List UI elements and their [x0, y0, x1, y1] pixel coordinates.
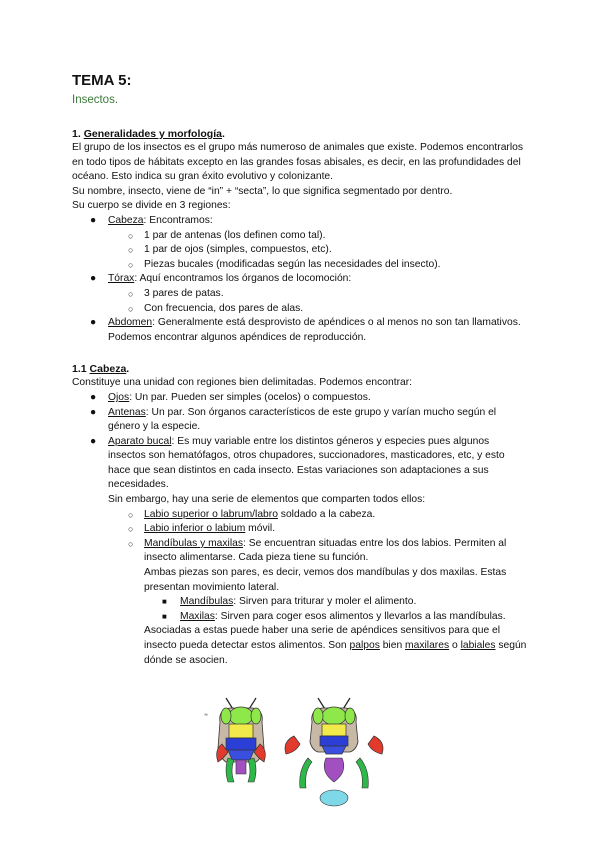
circle-bullet-icon: ○	[128, 288, 134, 299]
square-bullet-icon: ■	[162, 597, 167, 607]
hypopharynx	[320, 790, 348, 806]
section-1-1-title: Cabeza	[89, 363, 127, 376]
insect-head-mouthparts-figure	[200, 692, 400, 822]
list-item-text: 3 pares de patas.	[144, 287, 224, 299]
text-o: o	[449, 640, 461, 651]
section-1-paragraph-2: Su nombre, insecto, viene de “in” + “secta”, lo que significa segmentado por dentro.	[72, 185, 453, 197]
circle-bullet-icon: ○	[128, 245, 134, 256]
list-item-mandibulas-maxilas	[72, 537, 528, 566]
eye-left	[313, 708, 323, 724]
frons	[322, 724, 346, 736]
mand-max-list	[72, 595, 528, 624]
list-item-labio-inferior	[72, 522, 528, 537]
text-labio-inferior: móvil.	[245, 523, 276, 535]
regions-list	[72, 214, 528, 345]
term-labio-inferior: Labio inferior o labium	[144, 523, 246, 535]
maxilla-right-detached	[356, 758, 368, 788]
labrum	[322, 746, 346, 754]
text-cabeza: : Encontramos:	[143, 214, 213, 226]
term-maxilas: Maxilas	[180, 610, 215, 622]
bullet-icon: ●	[90, 214, 97, 226]
text-aparato-bucal: : Es muy variable entre los distintos géneros y especies pues algunos insectos son hematófagos, otros chupadores, succionadores, masticadores, etc, y esto hace que sean distintos en cada insecto. Estas variaciones son adaptaciones a sus necesidades.	[108, 435, 505, 491]
text-bien: bien	[379, 640, 406, 651]
vertex-region	[322, 707, 346, 725]
exploded-mouthparts-illustration	[285, 698, 383, 806]
term-abdomen: Abdomen	[108, 317, 153, 329]
term-mandibulas: Mandíbulas	[180, 596, 234, 608]
list-item-abdomen	[72, 316, 528, 345]
bullet-icon: ●	[90, 435, 97, 447]
term-antenas: Antenas	[108, 406, 146, 418]
section-1-1-dot: .	[126, 363, 130, 376]
asociadas-text-a: Asociadas a estas puede haber una serie de apéndices sensitivos para que el insecto pueda detectar estos alimentos. Son	[144, 625, 501, 651]
list-item-text: 1 par de ojos (simples, compuestos, etc).	[144, 244, 332, 256]
term-labiales: labiales	[460, 640, 496, 651]
term-cabeza: Cabeza	[108, 214, 144, 226]
section-1-1-number: 1.1	[72, 363, 90, 376]
section-1-1-heading	[72, 362, 528, 376]
mouthparts-list	[72, 508, 528, 566]
section-1-paragraph-1: El grupo de los insectos es el grupo más numeroso de animales que existe. Podemos encontrarlos en todo tipos de hábitats excepto en las grandes fosas abisales, es decir, en las profundidades del océano. Esto indica su gran éxito evolutivo y colonizante.	[72, 142, 524, 183]
circle-bullet-icon: ○	[128, 303, 134, 314]
list-item-aparato-bucal	[72, 435, 528, 493]
page-title: TEMA 5:	[72, 72, 132, 89]
term-maxilares: maxilares	[405, 640, 450, 651]
text-maxilas: : Sirven para coger esos alimentos y llevarlos a las mandíbulas.	[214, 610, 506, 622]
maxilla-right	[248, 758, 256, 782]
section-1-title: Generalidades y morfología	[83, 128, 222, 140]
section-1-paragraph-3: Su cuerpo se divide en 3 regiones:	[72, 200, 231, 212]
text-labio-superior: soldado a la cabeza.	[277, 508, 376, 520]
section-1-number: 1.	[72, 128, 84, 140]
eye-left	[221, 708, 231, 724]
list-item-text: Con frecuencia, dos pares de alas.	[144, 302, 304, 314]
list-item-text: Piezas bucales (modificadas según las necesidades del insecto).	[144, 258, 441, 270]
bullet-icon: ●	[90, 273, 97, 285]
eye-right	[251, 708, 261, 724]
labium	[236, 760, 246, 774]
clypeus	[226, 738, 256, 750]
list-item-ojos	[72, 391, 528, 406]
circle-bullet-icon: ○	[128, 509, 134, 520]
term-aparato-bucal: Aparato bucal	[108, 435, 172, 447]
list-item-cabeza	[72, 214, 528, 229]
ambas-paragraph: Ambas piezas son pares, es decir, vemos dos mandíbulas y dos maxilas. Estas presentan movimiento lateral.	[144, 567, 507, 593]
list-item	[72, 302, 528, 317]
bullet-icon: ●	[90, 317, 97, 329]
text-mandibulas: : Sirven para triturar y moler el alimento.	[233, 596, 417, 608]
square-bullet-icon: ■	[162, 611, 167, 621]
section-1-dot: .	[221, 128, 225, 140]
asociadas-paragraph	[72, 624, 528, 668]
figure-label-mark: ≈	[204, 712, 209, 718]
text-antenas: : Un par. Son órganos característicos de este grupo y varían mucho según el género y la especie.	[108, 406, 497, 433]
head-parts-list	[72, 391, 528, 493]
list-item	[72, 243, 528, 258]
list-item-mandibulas	[72, 595, 528, 610]
labrum	[228, 750, 254, 760]
list-item-antenas	[72, 406, 528, 435]
term-torax: Tórax	[108, 273, 135, 285]
bullet-icon: ●	[90, 406, 97, 418]
list-item-text: 1 par de antenas (los definen como tal).	[144, 229, 326, 241]
section-1-heading	[72, 127, 528, 141]
page-subtitle: Insectos.	[72, 94, 119, 106]
term-mandibulas-maxilas: Mandíbulas y maxilas	[144, 537, 244, 549]
text-torax: : Aquí encontramos los órganos de locomoción:	[134, 273, 352, 285]
mandible-left-detached	[285, 736, 300, 754]
eye-right	[345, 708, 355, 724]
maxilla-left-detached	[300, 758, 312, 788]
bullet-icon: ●	[90, 391, 97, 403]
term-palpos: palpos	[349, 640, 380, 651]
term-ojos: Ojos	[108, 391, 130, 403]
sin-embargo-paragraph: Sin embargo, hay una serie de elementos que comparten todos ellos:	[108, 494, 426, 506]
circle-bullet-icon: ○	[128, 524, 134, 535]
frons	[229, 724, 253, 738]
list-item	[72, 258, 528, 273]
vertex-region	[229, 707, 253, 725]
maxilla-left	[226, 758, 234, 782]
section-1-1-intro: Constituye una unidad con regiones bien delimitadas. Podemos encontrar:	[72, 377, 413, 389]
list-item-labio-superior	[72, 508, 528, 523]
text-mandibulas-maxilas: : Se encuentran situadas entre los dos labios. Permiten al insecto alimentarse. Cada pieza tiene su función.	[144, 537, 507, 564]
asociadas-text-b: según dónde se asocien.	[144, 640, 527, 666]
text-ojos: : Un par. Pueden ser simples (ocelos) o compuestos.	[129, 391, 371, 403]
term-labio-superior: Labio superior o labrum/labro	[144, 508, 278, 520]
list-item	[72, 287, 528, 302]
list-item	[72, 229, 528, 244]
circle-bullet-icon: ○	[128, 230, 134, 241]
clypeus	[320, 736, 348, 746]
assembled-head-illustration	[204, 698, 265, 782]
document-page	[72, 72, 528, 668]
list-item-maxilas	[72, 610, 528, 625]
list-item-torax	[72, 272, 528, 287]
circle-bullet-icon: ○	[128, 259, 134, 270]
text-abdomen: : Generalmente está desprovisto de apéndices o al menos no son tan llamativos. Podemos encontrar algunos apéndices de reproducción.	[108, 317, 521, 343]
mandible-right-detached	[368, 736, 383, 754]
labium-detached	[324, 758, 344, 782]
circle-bullet-icon: ○	[128, 538, 134, 549]
